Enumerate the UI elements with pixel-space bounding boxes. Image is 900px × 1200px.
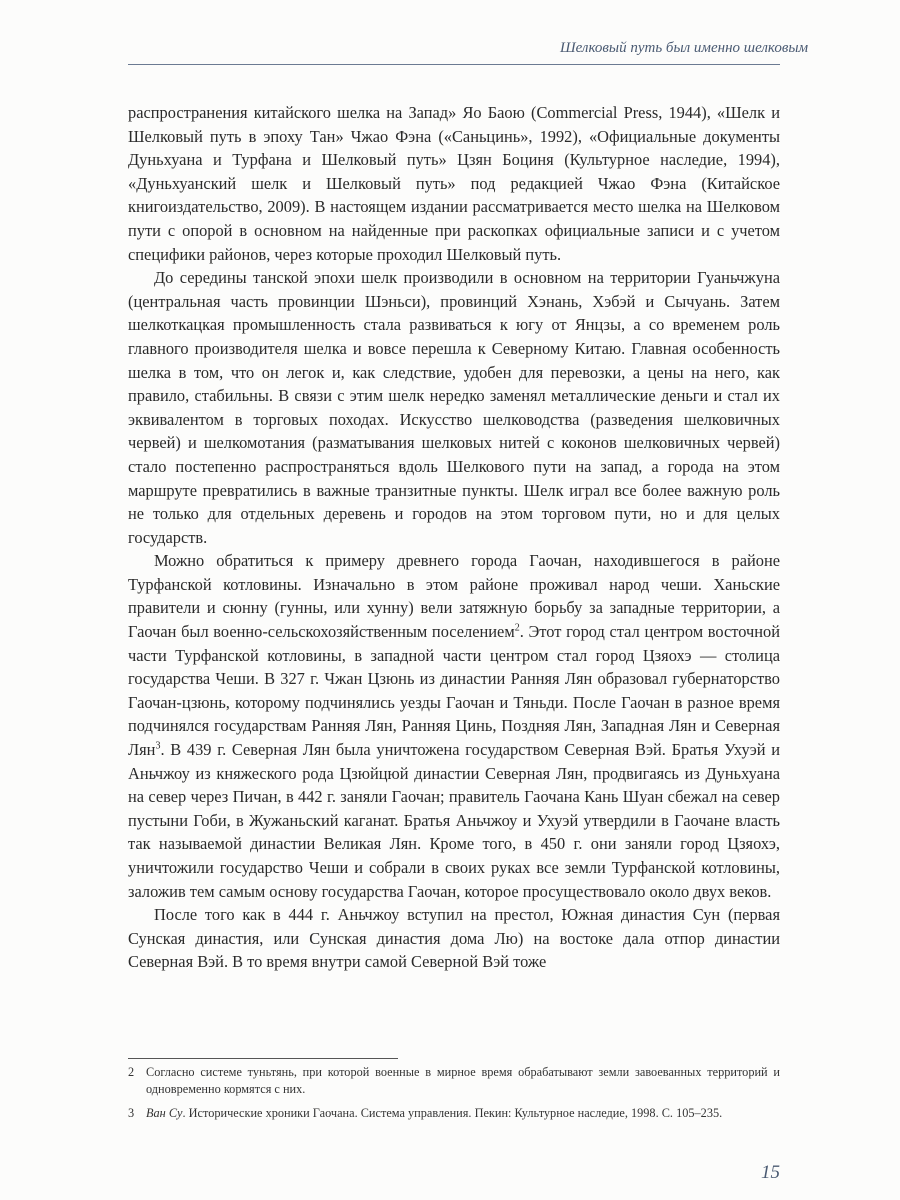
footnote-ref-2[interactable]: 2 bbox=[514, 622, 520, 634]
running-head: Шелковый путь был именно шелковым bbox=[560, 40, 809, 56]
footnote-number: 2 bbox=[128, 1065, 135, 1079]
footnote-2 bbox=[128, 1064, 780, 1097]
paragraph-3-part-1: Можно обратиться к примеру древнего города Гаочан, находившегося в районе Турфанской котловины. Изначально в этом районе проживал народ чеши. Ханьские правители и сюнну (гунны, или хунну) вели затяжную борьбу за западные территории, а Гаочан был военно-сельскохозяйственным поселением bbox=[128, 551, 780, 642]
footnote-ref-3[interactable]: 3 bbox=[155, 740, 161, 752]
paragraph-4: После того как в 444 г. Аньчжоу вступил на престол, Южная династия Сун (первая Сунская династия, или Сунская династия дома Лю) на востоке дала отпор династии Северная Вэй. В то время внутри самой Северной Вэй тоже bbox=[128, 905, 780, 972]
footnote-text bbox=[146, 1105, 780, 1122]
paragraph-3-part-2: . Этот город стал центром восточной части Турфанской котловины, в западной части центром стал город Цзяохэ — столица государства Чеши. В 327 г. Чжан Цзюнь из династии Ранняя Лян образовал губернаторство Гаочан-цзюнь, которому подчинялись уезды Гаочан и Тяньди. После Гаочан в разное время подчинялся государствам Ранняя Лян, Ранняя Цинь, Поздняя Лян, Западная Лян и Северная Лян bbox=[128, 622, 780, 760]
footnotes bbox=[128, 1064, 780, 1130]
footnote-author: Ван Су bbox=[146, 1106, 183, 1120]
footnote-3 bbox=[128, 1105, 780, 1122]
footnote-citation: . Исторические хроники Гаочана. Система управления. Пекин: Культурное наследие, 1998. С. 105–235. bbox=[182, 1106, 723, 1120]
header-rule bbox=[128, 64, 780, 65]
page-number: 15 bbox=[761, 1162, 780, 1183]
footnote-number: 3 bbox=[128, 1106, 135, 1120]
paragraph-3 bbox=[128, 549, 780, 903]
paragraph-3-part-3: . В 439 г. Северная Лян была уничтожена государством Северная Вэй. Братья Ухуэй и Аньчжоу из княжеского рода Цзюйцюй династии Северная Лян, продвигаясь из Дуньхуана на север через Пичан, в 442 г. заняли Гаочан; правитель Гаочана Кань Шуан сбежал на север пустыни Гоби, в Жужаньский каганат. Братья Аньчжоу и Ухуэй утвердили в Гаочане власть так называемой династии Великая Лян. Кроме того, в 450 г. они заняли город Цзяохэ, уничтожили государство Чеши и собрали в своих руках все земли Турфанской котловины, заложив тем самым основу государства Гаочан, которое просуществовало около двух веков. bbox=[128, 740, 780, 901]
footnote-text: Согласно системе туньтянь, при которой военные в мирное время обрабатывают земли завоеванных территорий и одновременно кормятся с них. bbox=[146, 1065, 780, 1096]
paragraph-2: До середины танской эпохи шелк производили в основном на территории Гуаньчжуна (центральная часть провинции Шэньси), провинций Хэнань, Хэбэй и Сычуань. Затем шелкоткацкая промышленность стала развиваться к югу от Янцзы, а со временем роль главного производителя шелка и вовсе перешла к Северному Китаю. Главная особенность шелка в том, что он легок и, как следствие, удобен для перевозки, а цены на него, как правило, стабильны. В связи с этим шелк нередко заменял металлические деньги и стал их эквивалентом в торговых походах. Искусство шелководства (разведения шелковичных червей) и шелкомотания (разматывания шелковых нитей с коконов шелковичных червей) стало постепенно распространяться вдоль Шелкового пути на запад, а города на этом маршруте превратились в важные транзитные пункты. Шелк играл все более важную роль не только для отдельных деревень и городов на этом торговом пути, но и для целых государств. bbox=[128, 268, 780, 547]
footnote-rule bbox=[128, 1058, 398, 1059]
paragraph-1: распространения китайского шелка на Запад» Яо Баою (Commercial Press, 1944), «Шелк и Шелковый путь в эпоху Тан» Чжао Фэна («Саньцинь», 1992), «Официальные документы Дуньхуана и Турфана и Шелковый путь» Цзян Боциня (Культурное наследие, 1994), «Дуньхуанский шелк и Шелковый путь» под редакцией Чжао Фэна (Китайское книгоиздательство, 2009). В настоящем издании рассматривается место шелка на Шелковом пути с опорой в основном на найденные при раскопках официальные записи и с учетом специфики районов, через которые проходил Шелковый путь. bbox=[128, 103, 780, 264]
body-text bbox=[128, 101, 780, 974]
